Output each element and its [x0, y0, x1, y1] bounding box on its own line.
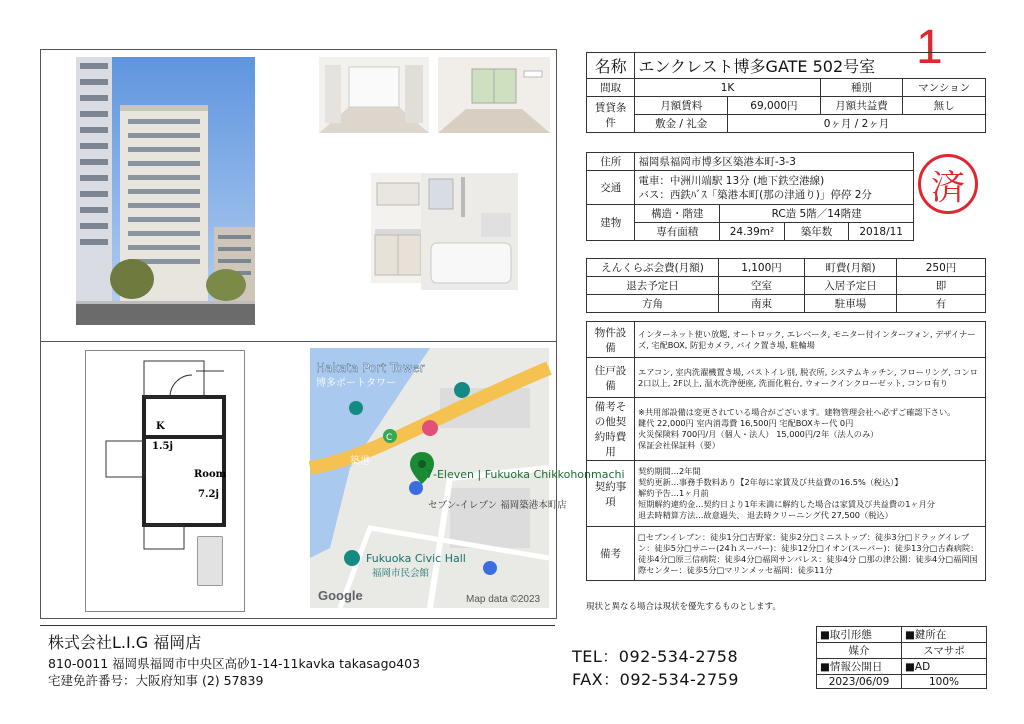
room-size: 7.2j	[198, 489, 220, 500]
common-fee-label: 月額共益費	[820, 97, 903, 115]
built-label: 築年数	[784, 223, 849, 241]
movein-label: 入居予定日	[805, 277, 897, 295]
layout-label: 間取	[587, 79, 635, 97]
map-poi-store: 7-Eleven | Fukuoka Chikkohonmachi	[426, 468, 625, 481]
trade-pub-label: ■情報公開日	[817, 659, 902, 675]
property-summary-table	[586, 52, 986, 133]
map-poi-tower-jp: 博多ポートタワー	[316, 378, 396, 389]
type-value: マンション	[903, 79, 986, 97]
kitchen-size: 1.5j	[152, 441, 174, 452]
structure-value: RC造 5階／14階建	[720, 205, 914, 223]
kitchen-label: K	[156, 421, 165, 432]
vacate-label: 退去予定日	[587, 277, 719, 295]
room-photo-bathroom	[421, 173, 518, 290]
company-license: 宅建免許番号：大阪府知事 (2) 57839	[48, 673, 264, 688]
deposit-key-label: 敷金 / 礼金	[635, 115, 728, 133]
contract-cell	[635, 461, 986, 527]
contract-line: 解約予告…1ヶ月前	[638, 488, 709, 498]
built-value: 2018/11	[849, 223, 914, 241]
structure-label: 構造・階建	[635, 205, 720, 223]
fees-table	[586, 258, 986, 313]
town-fee-label: 町費(月額)	[805, 259, 897, 277]
trade-key-value: スマサポ	[902, 643, 987, 659]
trade-ad-label: ■AD	[902, 659, 987, 675]
remarks-cell	[635, 398, 986, 461]
map-poi-tower: Hakata Port Tower	[316, 361, 425, 375]
parking-value: 有	[897, 295, 986, 313]
enkurabu-value: 1,100円	[719, 259, 805, 277]
room-photo-kitchen	[371, 173, 425, 283]
trade-form-label: ■取引形態	[817, 627, 902, 643]
area-label: 専有面積	[635, 223, 720, 241]
map-poi-hall-jp: 福岡市民会館	[372, 568, 430, 579]
map-poi-hall: Fukuoka Civic Hall	[366, 552, 466, 565]
deposit-key-value: 0ヶ月 / 2ヶ月	[728, 115, 986, 133]
town-fee-value: 250円	[897, 259, 986, 277]
trade-form-value: 媒介	[817, 643, 902, 659]
type-label: 種別	[820, 79, 903, 97]
unit-value: エアコン, 室内洗濯機置き場, バストイレ別, 脱衣所, システムキッチン, フローリング, コンロ2口以上, 2F以上, 温水洗浄便座, 洗面化粧台, ウォークインクローゼット, コンロ有り	[635, 358, 986, 398]
unit-label: 住戸設備	[587, 358, 635, 398]
trade-pub-value: 2023/06/09	[817, 675, 902, 689]
traffic-cell	[635, 171, 914, 205]
map-route-badge: C	[386, 433, 393, 443]
traffic-bus: バス：西鉄ﾊﾞｽ「築港本町(那の津通り)」停停 2分	[638, 188, 872, 201]
notes-label: 備考	[587, 527, 635, 581]
traffic-train: 電車：中洲川端駅 13分 (地下鉄空港線)	[638, 174, 825, 187]
direction-value: 南東	[719, 295, 805, 313]
listing-number: 1	[916, 21, 943, 74]
traffic-label: 交通	[587, 171, 635, 205]
company-address: 810-0011 福岡県福岡市中央区高砂1-14-11kavka takasago403	[48, 656, 421, 671]
footnote: 現状と異なる場合は現状を優先するものとします。	[586, 602, 781, 612]
google-logo: Google	[318, 588, 363, 603]
remarks-line: 火災保険料 700円/月（個人・法人） 15,000円/2年（法人のみ）	[638, 429, 879, 439]
notes-value: □セブンイレブン：徒歩1分□吉野家：徒歩2分□ミニストップ：徒歩3分□ドラッグイレブン：徒歩5分□サニー(24ｈスーパー)：徒歩12分□イオン(スーパー)：徒歩13分□古森病院：徒歩4分□原三信病院：徒歩4分□福岡サンパレス：徒歩4分 □那の津公園：徒歩4分□福岡国際センター：徒歩5分□マリンメッセ福岡：徒歩11分	[635, 527, 986, 581]
details-table	[586, 321, 986, 581]
company-tel: TEL：092-534-2758	[572, 647, 739, 666]
map-poi-store-jp: セブン-イレブン 福岡築港本町店	[428, 500, 567, 511]
area-value: 24.39m²	[720, 223, 785, 241]
facilities-label: 物件設備	[587, 322, 635, 358]
property-location-table	[586, 152, 914, 241]
contract-line: 短期解約違約金…契約日より1年未満に解約した場合は家賃及び共益費の1ヶ月分	[638, 499, 935, 509]
room-label: Room	[194, 469, 227, 480]
remarks-line: 鍵代 22,000円 室内消毒費 16,500円 宅配BOXキー代 0円	[638, 418, 854, 428]
building-exterior-photo	[76, 57, 255, 325]
facilities-value: インターネット使い放題, オートロック, エレベータ, モニター付インターフォン, デザイナーズ, 宅配BOX, 防犯カメラ, バイク置き場, 駐輪場	[635, 322, 986, 358]
property-name: エンクレスト博多GATE 502号室	[635, 53, 986, 79]
direction-label: 方角	[587, 295, 719, 313]
company-fax: FAX：092-534-2759	[572, 670, 739, 689]
map-area-label: 築港	[350, 456, 370, 467]
trade-info-table	[816, 626, 987, 689]
monthly-rent-label: 月額賃料	[635, 97, 728, 115]
trade-key-label: ■鍵所在	[902, 627, 987, 643]
room-photo-main	[438, 57, 550, 133]
address-label: 住所	[587, 153, 635, 171]
contract-label: 契約事項	[587, 461, 635, 527]
remarks-label: 備考その他契約時費用	[587, 398, 635, 461]
common-fee-value: 無し	[903, 97, 986, 115]
parking-label: 駐車場	[805, 295, 897, 313]
photo-panel	[40, 49, 557, 342]
layout-value: 1K	[635, 79, 820, 97]
enkurabu-label: えんくらぶ会費(月額)	[587, 259, 719, 277]
processed-stamp: 済	[918, 154, 978, 214]
remarks-line: 保証会社保証料（要）	[638, 440, 720, 450]
company-name: 株式会社L.I.G 福岡店	[48, 633, 202, 652]
trade-ad-value: 100%	[902, 675, 987, 689]
contract-line: 契約期間…2年間	[638, 466, 701, 476]
contract-line: 契約更新…事務手数料あり【2年毎に家賃及び共益費の16.5%（税込）】	[638, 477, 903, 487]
monthly-rent-value: 69,000円	[728, 97, 821, 115]
building-label: 建物	[587, 205, 635, 241]
vacate-value: 空室	[719, 277, 805, 295]
name-label: 名称	[587, 53, 635, 79]
room-photo-hallway	[319, 57, 429, 133]
contract-line: 退去時精算方法…故意過失、 退去時クリーニング代 27,500（税込）	[638, 510, 893, 520]
address-value: 福岡県福岡市博多区築港本町-3-3	[635, 153, 914, 171]
remarks-line: ※共用部設備は変更されている場合がございます。建物管理会社へ必ずご確認下さい。	[638, 407, 956, 417]
floor-plan	[85, 350, 245, 612]
movein-value: 即	[897, 277, 986, 295]
map-credit: Map data ©2023	[466, 594, 541, 605]
footer-divider	[40, 625, 555, 626]
rent-label: 賃貸条件	[587, 97, 635, 133]
